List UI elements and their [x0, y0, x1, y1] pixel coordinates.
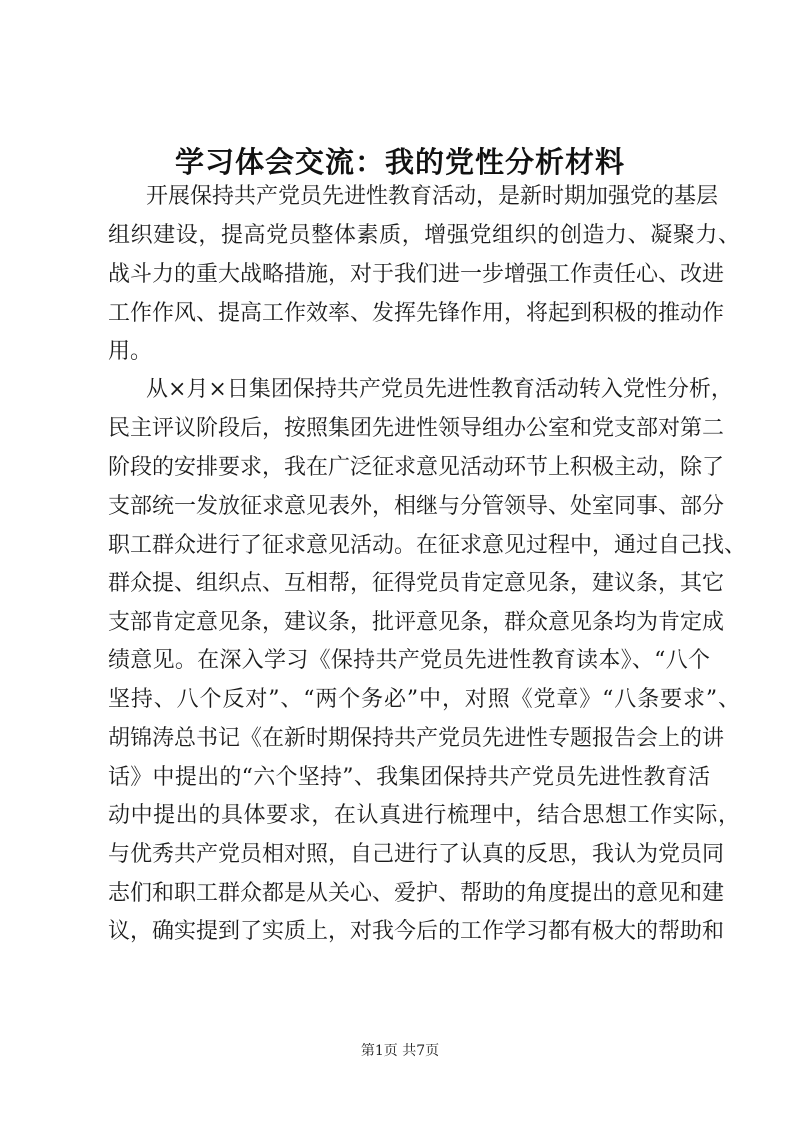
paragraph-line: 坚持、八个反对”、“两个务必”中，对照《党章》“八条要求”、	[108, 687, 740, 712]
paragraph-line: 战斗力的重大战略措施，对于我们进一步增强工作责任心、改进	[108, 262, 725, 287]
paragraph-line: 志们和职工群众都是从关心、爱护、帮助的角度提出的意见和建	[108, 881, 725, 906]
paragraph-line: 动中提出的具体要求，在认真进行梳理中，结合思想工作实际，	[108, 803, 740, 828]
paragraph-line: 阶段的安排要求，我在广泛征求意见活动环节上积极主动，除了	[108, 455, 725, 480]
paragraph-line: 工作作风、提高工作效率、发挥先锋作用，将起到积极的推动作	[108, 301, 725, 326]
paragraph-line: 支部肯定意见条，建议条，批评意见条，群众意见条均为肯定成	[108, 610, 725, 635]
paragraph-line: 绩意见。在深入学习《保持共产党员先进性教育读本》、“八个	[108, 648, 710, 673]
paragraph-line: 与优秀共产党员相对照，自己进行了认真的反思，我认为党员同	[108, 842, 725, 867]
paragraph-line: 组织建设，提高党员整体素质，增强党组织的创造力、凝聚力、	[108, 223, 740, 248]
page-number-footer: 第1页 共7页	[360, 1043, 440, 1059]
paragraph-line: 从×月×日集团保持共产党员先进性教育活动转入党性分析，	[146, 377, 733, 402]
paragraph-line: 胡锦涛总书记《在新时期保持共产党员先进性专题报告会上的讲	[108, 726, 725, 751]
paragraph-line: 群众提、组织点、互相帮，征得党员肯定意见条，建议条，其它	[108, 571, 725, 596]
paragraph-line: 用。	[108, 339, 153, 364]
paragraph-line: 议，确实提到了实质上，对我今后的工作学习都有极大的帮助和	[108, 919, 725, 944]
paragraph-line: 支部统一发放征求意见表外，相继与分管领导、处室同事、部分	[108, 494, 725, 519]
paragraph-line: 话》中提出的“六个坚持”、我集团保持共产党员先进性教育活	[108, 765, 710, 790]
paragraph-line: 开展保持共产党员先进性教育活动，是新时期加强党的基层	[146, 184, 719, 209]
paragraph-line: 职工群众进行了征求意见活动。在征求意见过程中，通过自己找、	[108, 533, 747, 558]
paragraph-line: 民主评议阶段后，按照集团先进性领导组办公室和党支部对第二	[108, 416, 725, 441]
document-title: 学习体会交流：我的党性分析材料	[174, 145, 625, 179]
